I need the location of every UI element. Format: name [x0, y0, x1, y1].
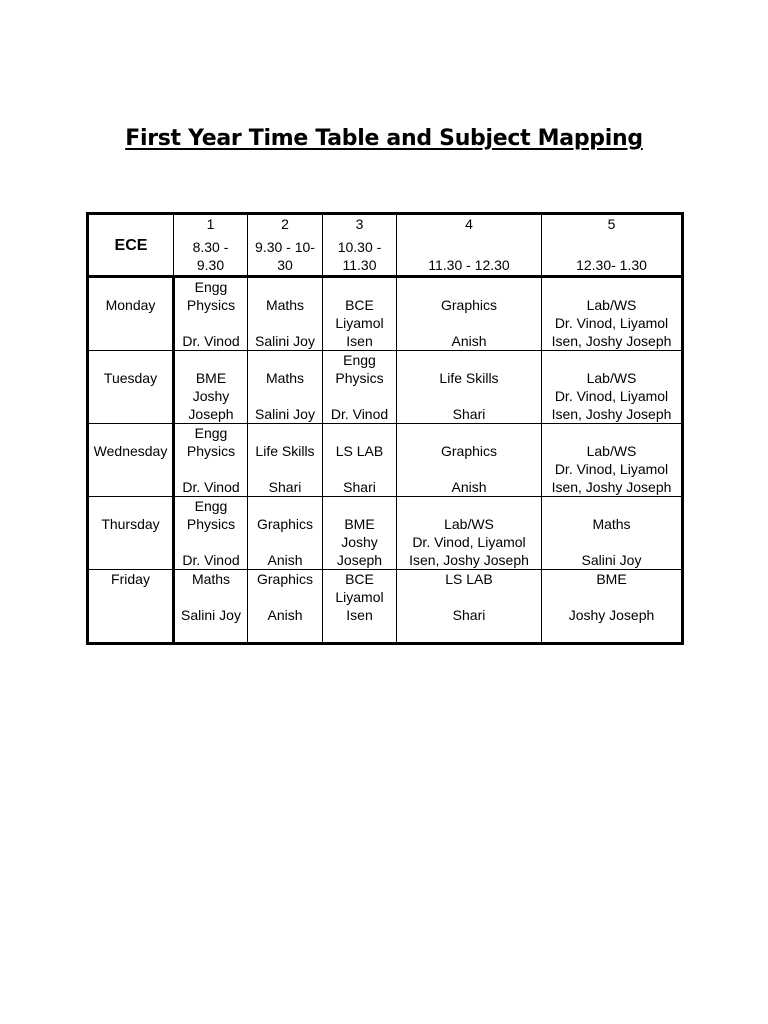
period-number: 3	[355, 216, 364, 232]
day-cell	[88, 277, 174, 351]
cell-line	[397, 424, 541, 442]
cell-line	[542, 497, 681, 515]
day-label: Monday	[105, 297, 156, 313]
cell-line: Graphics	[256, 516, 314, 532]
schedule-cell	[542, 497, 683, 570]
cell-line	[248, 460, 322, 478]
cell-line: Engg	[343, 352, 376, 368]
period-time: 12.30- 1.30	[576, 257, 647, 273]
cell-line: BME	[596, 571, 627, 587]
period-time	[397, 233, 541, 256]
cell-line: Liyamol	[335, 315, 384, 331]
period-header	[397, 214, 542, 277]
cell-line: Dr. Vinod	[182, 552, 240, 568]
header-row	[88, 214, 683, 277]
cell-line: Maths	[592, 516, 631, 532]
cell-line: LS LAB	[445, 571, 493, 587]
cell-line: Physics	[186, 516, 236, 532]
cell-line: Maths	[191, 571, 231, 587]
day-row	[88, 424, 683, 497]
schedule-cell	[248, 497, 323, 570]
cell-line	[323, 424, 396, 442]
period-time: 9.30	[196, 257, 225, 273]
cell-line: Joshy Joseph	[568, 607, 655, 623]
schedule-cell	[248, 277, 323, 351]
cell-line: Joshy	[341, 534, 378, 550]
schedule-cell	[323, 570, 397, 644]
period-time: 30	[277, 257, 293, 273]
cell-line: Graphics	[440, 297, 498, 313]
schedule-cell	[323, 497, 397, 570]
cell-line	[397, 387, 541, 405]
schedule-cell	[542, 351, 683, 424]
cell-line: Anish	[267, 552, 303, 568]
period-header	[542, 214, 683, 277]
cell-line: Salini Joy	[181, 607, 241, 623]
period-time: 10.30 -	[337, 239, 382, 255]
cell-line: Joshy	[192, 388, 230, 404]
cell-line: BCE	[345, 297, 374, 313]
cell-line	[248, 588, 322, 606]
cell-line: Isen	[346, 333, 373, 349]
cell-line: Maths	[265, 297, 305, 313]
cell-line: Dr. Vinod	[182, 333, 240, 349]
cell-line	[397, 624, 541, 642]
cell-line	[323, 497, 396, 515]
cell-line: BCE	[345, 571, 374, 587]
cell-line	[542, 278, 681, 296]
cell-line	[175, 460, 247, 478]
schedule-cell	[174, 424, 248, 497]
day-cell	[88, 570, 174, 644]
schedule-cell	[248, 351, 323, 424]
cell-line: Dr. Vinod, Liyamol	[554, 461, 669, 477]
schedule-cell	[542, 570, 683, 644]
cell-line: Isen, Joshy Joseph	[551, 479, 672, 495]
period-time: 11.30	[342, 257, 377, 273]
cell-line: Dr. Vinod	[330, 406, 389, 422]
cell-line: Dr. Vinod, Liyamol	[554, 388, 669, 404]
schedule-cell	[397, 351, 542, 424]
period-time: 11.30 - 12.30	[428, 257, 510, 273]
cell-line: Engg	[194, 425, 228, 441]
day-row	[88, 277, 683, 351]
timetable	[86, 212, 684, 645]
period-header	[174, 214, 248, 277]
corner-cell	[88, 214, 174, 277]
cell-line: Life Skills	[439, 370, 499, 386]
period-number: 1	[206, 216, 215, 232]
cell-line	[248, 351, 322, 369]
day-label: Wednesday	[93, 443, 168, 459]
cell-line: BME	[344, 516, 375, 532]
cell-line	[397, 314, 541, 332]
cell-line: Engg	[194, 279, 228, 295]
cell-line: Anish	[451, 333, 487, 349]
period-time	[542, 233, 681, 256]
period-time: 9.30 - 10-	[255, 239, 315, 255]
cell-line: Lab/WS	[586, 297, 637, 313]
cell-line: Anish	[451, 479, 487, 495]
cell-line	[397, 278, 541, 296]
cell-line: LS LAB	[335, 443, 384, 459]
cell-line	[323, 460, 396, 478]
schedule-cell	[323, 351, 397, 424]
cell-line: Dr. Vinod, Liyamol	[412, 534, 526, 550]
cell-line: Salini Joy	[581, 552, 642, 568]
cell-line	[542, 351, 681, 369]
schedule-cell	[248, 424, 323, 497]
cell-line: Anish	[267, 607, 303, 623]
cell-line	[542, 533, 681, 551]
day-row	[88, 570, 683, 644]
period-header	[248, 214, 323, 277]
day-cell	[88, 497, 174, 570]
cell-line: Shari	[343, 479, 376, 495]
schedule-cell	[323, 277, 397, 351]
cell-line	[397, 588, 541, 606]
cell-line	[542, 588, 681, 606]
cell-line: BME	[195, 370, 227, 386]
cell-line: Liyamol	[335, 589, 384, 605]
day-row	[88, 351, 683, 424]
cell-line	[248, 533, 322, 551]
cell-line	[175, 588, 247, 606]
cell-line: Lab/WS	[444, 516, 494, 532]
cell-line	[323, 624, 396, 642]
schedule-cell	[397, 277, 542, 351]
cell-line	[248, 624, 322, 642]
cell-line: Lab/WS	[586, 370, 637, 386]
cell-line: Physics	[186, 297, 236, 313]
cell-line: Physics	[335, 370, 384, 386]
period-time: 8.30 -	[192, 239, 229, 255]
schedule-cell	[323, 424, 397, 497]
period-header	[323, 214, 397, 277]
page-title: First Year Time Table and Subject Mapping	[125, 126, 643, 151]
cell-line	[397, 497, 541, 515]
cell-line: Graphics	[440, 443, 498, 459]
cell-line	[248, 424, 322, 442]
day-cell	[88, 424, 174, 497]
day-label: Friday	[111, 571, 150, 587]
schedule-cell	[397, 424, 542, 497]
cell-line	[323, 278, 396, 296]
day-label: Thursday	[101, 516, 160, 532]
cell-line: Physics	[186, 443, 236, 459]
cell-line: Lab/WS	[586, 443, 637, 459]
dept-label: ECE	[114, 237, 148, 254]
schedule-cell	[174, 570, 248, 644]
period-number: 4	[465, 216, 473, 232]
schedule-cell	[248, 570, 323, 644]
cell-line	[323, 387, 396, 405]
cell-line	[175, 624, 247, 642]
cell-line	[542, 624, 681, 642]
cell-line	[248, 387, 322, 405]
cell-line	[175, 314, 247, 332]
schedule-cell	[174, 277, 248, 351]
schedule-cell	[542, 424, 683, 497]
cell-line: Isen, Joshy Joseph	[409, 552, 529, 568]
cell-line	[175, 533, 247, 551]
cell-line	[175, 351, 247, 369]
cell-line: Shari	[452, 607, 486, 623]
cell-line: Engg	[194, 498, 228, 514]
cell-line: Shari	[268, 479, 302, 495]
cell-line: Maths	[265, 370, 305, 386]
schedule-cell	[174, 497, 248, 570]
cell-line: Isen	[346, 607, 373, 623]
cell-line: Isen, Joshy Joseph	[551, 333, 672, 349]
day-cell	[88, 351, 174, 424]
cell-line: Joseph	[336, 552, 383, 568]
cell-line: Joseph	[188, 406, 234, 422]
period-number: 5	[607, 216, 616, 232]
day-label: Tuesday	[103, 370, 158, 386]
cell-line	[248, 314, 322, 332]
schedule-cell	[397, 570, 542, 644]
cell-line	[542, 424, 681, 442]
cell-line: Life Skills	[255, 443, 315, 459]
cell-line: Salini Joy	[255, 333, 315, 349]
schedule-cell	[542, 277, 683, 351]
cell-line: Shari	[452, 406, 486, 422]
cell-line	[397, 460, 541, 478]
cell-line	[397, 351, 541, 369]
cell-line	[248, 278, 322, 296]
cell-line: Salini Joy	[255, 406, 315, 422]
period-number: 2	[281, 216, 289, 232]
cell-line	[248, 497, 322, 515]
schedule-cell	[174, 351, 248, 424]
cell-line: Isen, Joshy Joseph	[551, 406, 672, 422]
schedule-cell	[397, 497, 542, 570]
day-row	[88, 497, 683, 570]
cell-line: Graphics	[256, 571, 314, 587]
cell-line: Dr. Vinod, Liyamol	[554, 315, 669, 331]
cell-line: Dr. Vinod	[182, 479, 240, 495]
